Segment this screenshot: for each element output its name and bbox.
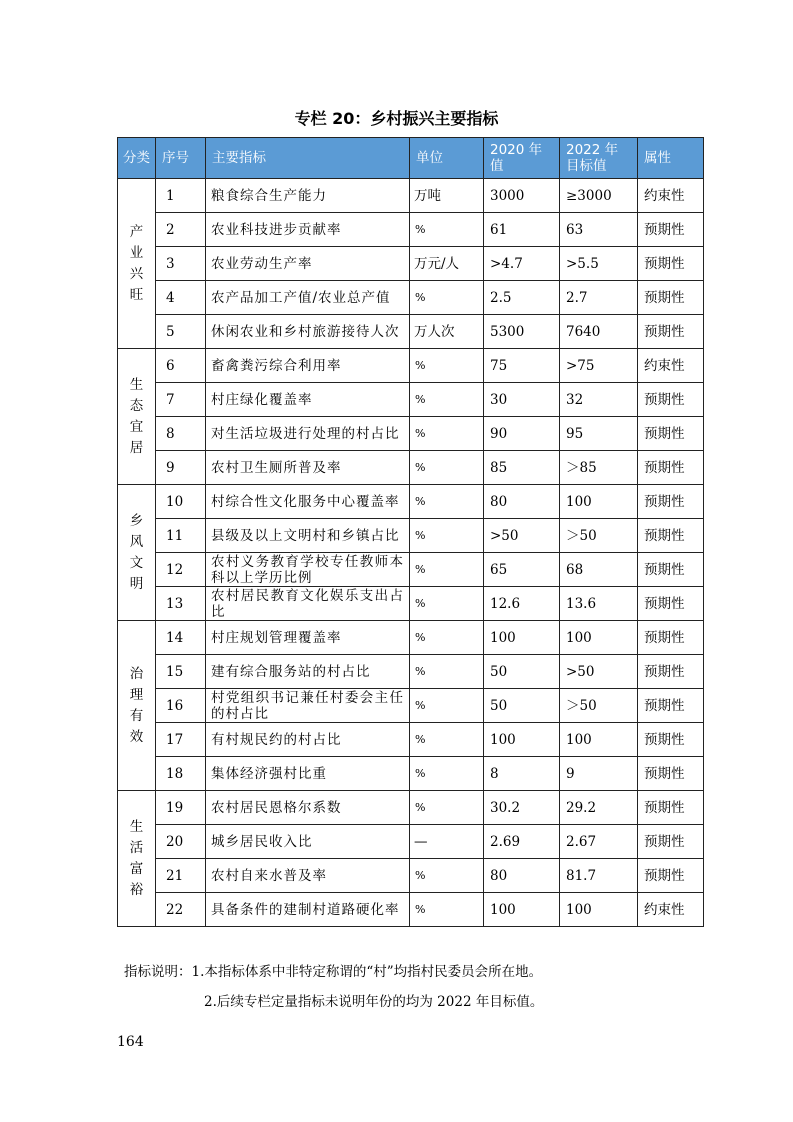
seq-cell: 9: [156, 451, 206, 485]
target-2022-cell: 2.67: [560, 825, 638, 859]
table-row: [118, 587, 704, 621]
table-row: [118, 893, 704, 927]
target-2022-cell: ＞50: [560, 689, 638, 723]
unit-cell: %: [410, 655, 484, 689]
header-indicator: 主要指标: [206, 138, 410, 179]
indicator-cell: 农业劳动生产率: [206, 247, 410, 281]
value-2020-cell: 12.6: [484, 587, 560, 621]
value-2020-cell: 8: [484, 757, 560, 791]
seq-cell: 6: [156, 349, 206, 383]
attribute-cell: 预期性: [638, 859, 704, 893]
unit-cell: 万元/人: [410, 247, 484, 281]
unit-cell: 万人次: [410, 315, 484, 349]
table-title: 专栏 20：乡村振兴主要指标: [294, 109, 499, 128]
unit-cell: %: [410, 587, 484, 621]
unit-cell: %: [410, 621, 484, 655]
target-2022-cell: >5.5: [560, 247, 638, 281]
unit-cell: %: [410, 893, 484, 927]
indicator-cell: 农产品加工产值/农业总产值: [206, 281, 410, 315]
indicator-cell: 农村义务教育学校专任教师本科以上学历比例: [206, 553, 410, 587]
indicator-cell: 县级及以上文明村和乡镇占比: [206, 519, 410, 553]
indicator-cell: 村庄绿化覆盖率: [206, 383, 410, 417]
seq-cell: 2: [156, 213, 206, 247]
seq-cell: 21: [156, 859, 206, 893]
value-2020-cell: 30: [484, 383, 560, 417]
seq-cell: 20: [156, 825, 206, 859]
indicator-cell: 村综合性文化服务中心覆盖率: [206, 485, 410, 519]
header-attribute: 属性: [638, 138, 704, 179]
attribute-cell: 预期性: [638, 621, 704, 655]
table-row: [118, 179, 704, 213]
indicator-cell: 城乡居民收入比: [206, 825, 410, 859]
unit-cell: %: [410, 791, 484, 825]
unit-cell: %: [410, 519, 484, 553]
header-value-2020: 2020 年值: [484, 138, 560, 179]
indicator-cell: 农业科技进步贡献率: [206, 213, 410, 247]
indicator-cell: 具备条件的建制村道路硬化率: [206, 893, 410, 927]
target-2022-cell: 95: [560, 417, 638, 451]
seq-cell: 1: [156, 179, 206, 213]
header-seq: 序号: [156, 138, 206, 179]
value-2020-cell: 65: [484, 553, 560, 587]
value-2020-cell: 2.69: [484, 825, 560, 859]
indicator-cell: 农村卫生厕所普及率: [206, 451, 410, 485]
value-2020-cell: 75: [484, 349, 560, 383]
unit-cell: %: [410, 213, 484, 247]
target-2022-cell: 63: [560, 213, 638, 247]
indicator-cell: 农村居民教育文化娱乐支出占比: [206, 587, 410, 621]
table-row: [118, 723, 704, 757]
header-unit: 单位: [410, 138, 484, 179]
table-row: [118, 349, 704, 383]
category-label: 产业兴旺: [129, 223, 144, 303]
unit-cell: %: [410, 689, 484, 723]
attribute-cell: 预期性: [638, 587, 704, 621]
target-2022-cell: ＞50: [560, 519, 638, 553]
target-2022-cell: 13.6: [560, 587, 638, 621]
seq-cell: 8: [156, 417, 206, 451]
indicator-cell: 建有综合服务站的村占比: [206, 655, 410, 689]
table-row: [118, 213, 704, 247]
table-row: [118, 485, 704, 519]
unit-cell: %: [410, 417, 484, 451]
target-2022-cell: 68: [560, 553, 638, 587]
header-target-2022: 2022 年目标值: [560, 138, 638, 179]
table-row: [118, 825, 704, 859]
seq-cell: 4: [156, 281, 206, 315]
target-2022-cell: 29.2: [560, 791, 638, 825]
table-row: [118, 859, 704, 893]
seq-cell: 17: [156, 723, 206, 757]
table-row: [118, 451, 704, 485]
target-2022-cell: 32: [560, 383, 638, 417]
unit-cell: %: [410, 859, 484, 893]
indicator-cell: 农村自来水普及率: [206, 859, 410, 893]
value-2020-cell: 100: [484, 621, 560, 655]
category-cell: [118, 485, 156, 621]
seq-cell: 13: [156, 587, 206, 621]
target-2022-cell: 7640: [560, 315, 638, 349]
value-2020-cell: 90: [484, 417, 560, 451]
table-row: [118, 315, 704, 349]
indicator-cell: 对生活垃圾进行处理的村占比: [206, 417, 410, 451]
table-row: [118, 519, 704, 553]
target-2022-cell: 100: [560, 485, 638, 519]
attribute-cell: 预期性: [638, 247, 704, 281]
table-row: [118, 689, 704, 723]
unit-cell: —: [410, 825, 484, 859]
target-2022-cell: 100: [560, 723, 638, 757]
target-2022-cell: 9: [560, 757, 638, 791]
note-line-1: 指标说明：1.本指标体系中非特定称谓的“村”均指村民委员会所在地。: [124, 964, 543, 980]
unit-cell: %: [410, 553, 484, 587]
indicator-cell: 集体经济强村比重: [206, 757, 410, 791]
value-2020-cell: 80: [484, 859, 560, 893]
target-2022-cell: 100: [560, 893, 638, 927]
target-2022-cell: >50: [560, 655, 638, 689]
attribute-cell: 预期性: [638, 553, 704, 587]
indicator-table: [117, 137, 704, 927]
unit-cell: %: [410, 383, 484, 417]
seq-cell: 22: [156, 893, 206, 927]
seq-cell: 5: [156, 315, 206, 349]
unit-cell: %: [410, 451, 484, 485]
attribute-cell: 约束性: [638, 179, 704, 213]
table-body: [118, 179, 704, 927]
attribute-cell: 预期性: [638, 281, 704, 315]
seq-cell: 15: [156, 655, 206, 689]
attribute-cell: 约束性: [638, 349, 704, 383]
header-category: 分类: [118, 138, 156, 179]
table-header: [118, 138, 704, 179]
unit-cell: %: [410, 723, 484, 757]
target-2022-cell: 2.7: [560, 281, 638, 315]
indicator-cell: 农村居民恩格尔系数: [206, 791, 410, 825]
category-label: 生态宜居: [129, 376, 144, 456]
attribute-cell: 预期性: [638, 825, 704, 859]
seq-cell: 14: [156, 621, 206, 655]
note-line-2: 2.后续专栏定量指标未说明年份的均为 2022 年目标值。: [204, 994, 544, 1010]
seq-cell: 7: [156, 383, 206, 417]
attribute-cell: 预期性: [638, 519, 704, 553]
value-2020-cell: >50: [484, 519, 560, 553]
attribute-cell: 预期性: [638, 689, 704, 723]
value-2020-cell: 100: [484, 723, 560, 757]
indicator-cell: 休闲农业和乡村旅游接待人次: [206, 315, 410, 349]
value-2020-cell: 3000: [484, 179, 560, 213]
table-row: [118, 621, 704, 655]
attribute-cell: 预期性: [638, 451, 704, 485]
seq-cell: 3: [156, 247, 206, 281]
attribute-cell: 预期性: [638, 213, 704, 247]
category-cell: [118, 621, 156, 791]
unit-cell: %: [410, 349, 484, 383]
seq-cell: 18: [156, 757, 206, 791]
unit-cell: %: [410, 757, 484, 791]
value-2020-cell: 61: [484, 213, 560, 247]
unit-cell: %: [410, 281, 484, 315]
category-cell: [118, 349, 156, 485]
unit-cell: 万吨: [410, 179, 484, 213]
target-2022-cell: ＞85: [560, 451, 638, 485]
seq-cell: 16: [156, 689, 206, 723]
value-2020-cell: 50: [484, 689, 560, 723]
target-2022-cell: >75: [560, 349, 638, 383]
table-row: [118, 383, 704, 417]
table-row: [118, 757, 704, 791]
attribute-cell: 预期性: [638, 655, 704, 689]
value-2020-cell: 2.5: [484, 281, 560, 315]
value-2020-cell: >4.7: [484, 247, 560, 281]
target-2022-cell: 100: [560, 621, 638, 655]
attribute-cell: 预期性: [638, 417, 704, 451]
seq-cell: 12: [156, 553, 206, 587]
value-2020-cell: 5300: [484, 315, 560, 349]
target-2022-cell: 81.7: [560, 859, 638, 893]
table-row: [118, 281, 704, 315]
attribute-cell: 预期性: [638, 757, 704, 791]
page-number: 164: [117, 1034, 144, 1050]
indicator-cell: 有村规民约的村占比: [206, 723, 410, 757]
table-row: [118, 655, 704, 689]
value-2020-cell: 85: [484, 451, 560, 485]
category-cell: [118, 179, 156, 349]
indicator-cell: 村党组织书记兼任村委会主任的村占比: [206, 689, 410, 723]
attribute-cell: 预期性: [638, 315, 704, 349]
attribute-cell: 约束性: [638, 893, 704, 927]
attribute-cell: 预期性: [638, 723, 704, 757]
indicator-cell: 粮食综合生产能力: [206, 179, 410, 213]
category-cell: [118, 791, 156, 927]
unit-cell: %: [410, 485, 484, 519]
value-2020-cell: 50: [484, 655, 560, 689]
seq-cell: 10: [156, 485, 206, 519]
category-label: 乡风文明: [129, 512, 144, 592]
seq-cell: 11: [156, 519, 206, 553]
category-label: 治理有效: [129, 665, 144, 745]
attribute-cell: 预期性: [638, 791, 704, 825]
attribute-cell: 预期性: [638, 485, 704, 519]
table-row: [118, 247, 704, 281]
category-label: 生活富裕: [129, 818, 144, 898]
value-2020-cell: 80: [484, 485, 560, 519]
attribute-cell: 预期性: [638, 383, 704, 417]
value-2020-cell: 100: [484, 893, 560, 927]
target-2022-cell: ≥3000: [560, 179, 638, 213]
seq-cell: 19: [156, 791, 206, 825]
indicator-cell: 畜禽粪污综合利用率: [206, 349, 410, 383]
table-row: [118, 791, 704, 825]
table-row: [118, 553, 704, 587]
indicator-cell: 村庄规划管理覆盖率: [206, 621, 410, 655]
value-2020-cell: 30.2: [484, 791, 560, 825]
table-row: [118, 417, 704, 451]
